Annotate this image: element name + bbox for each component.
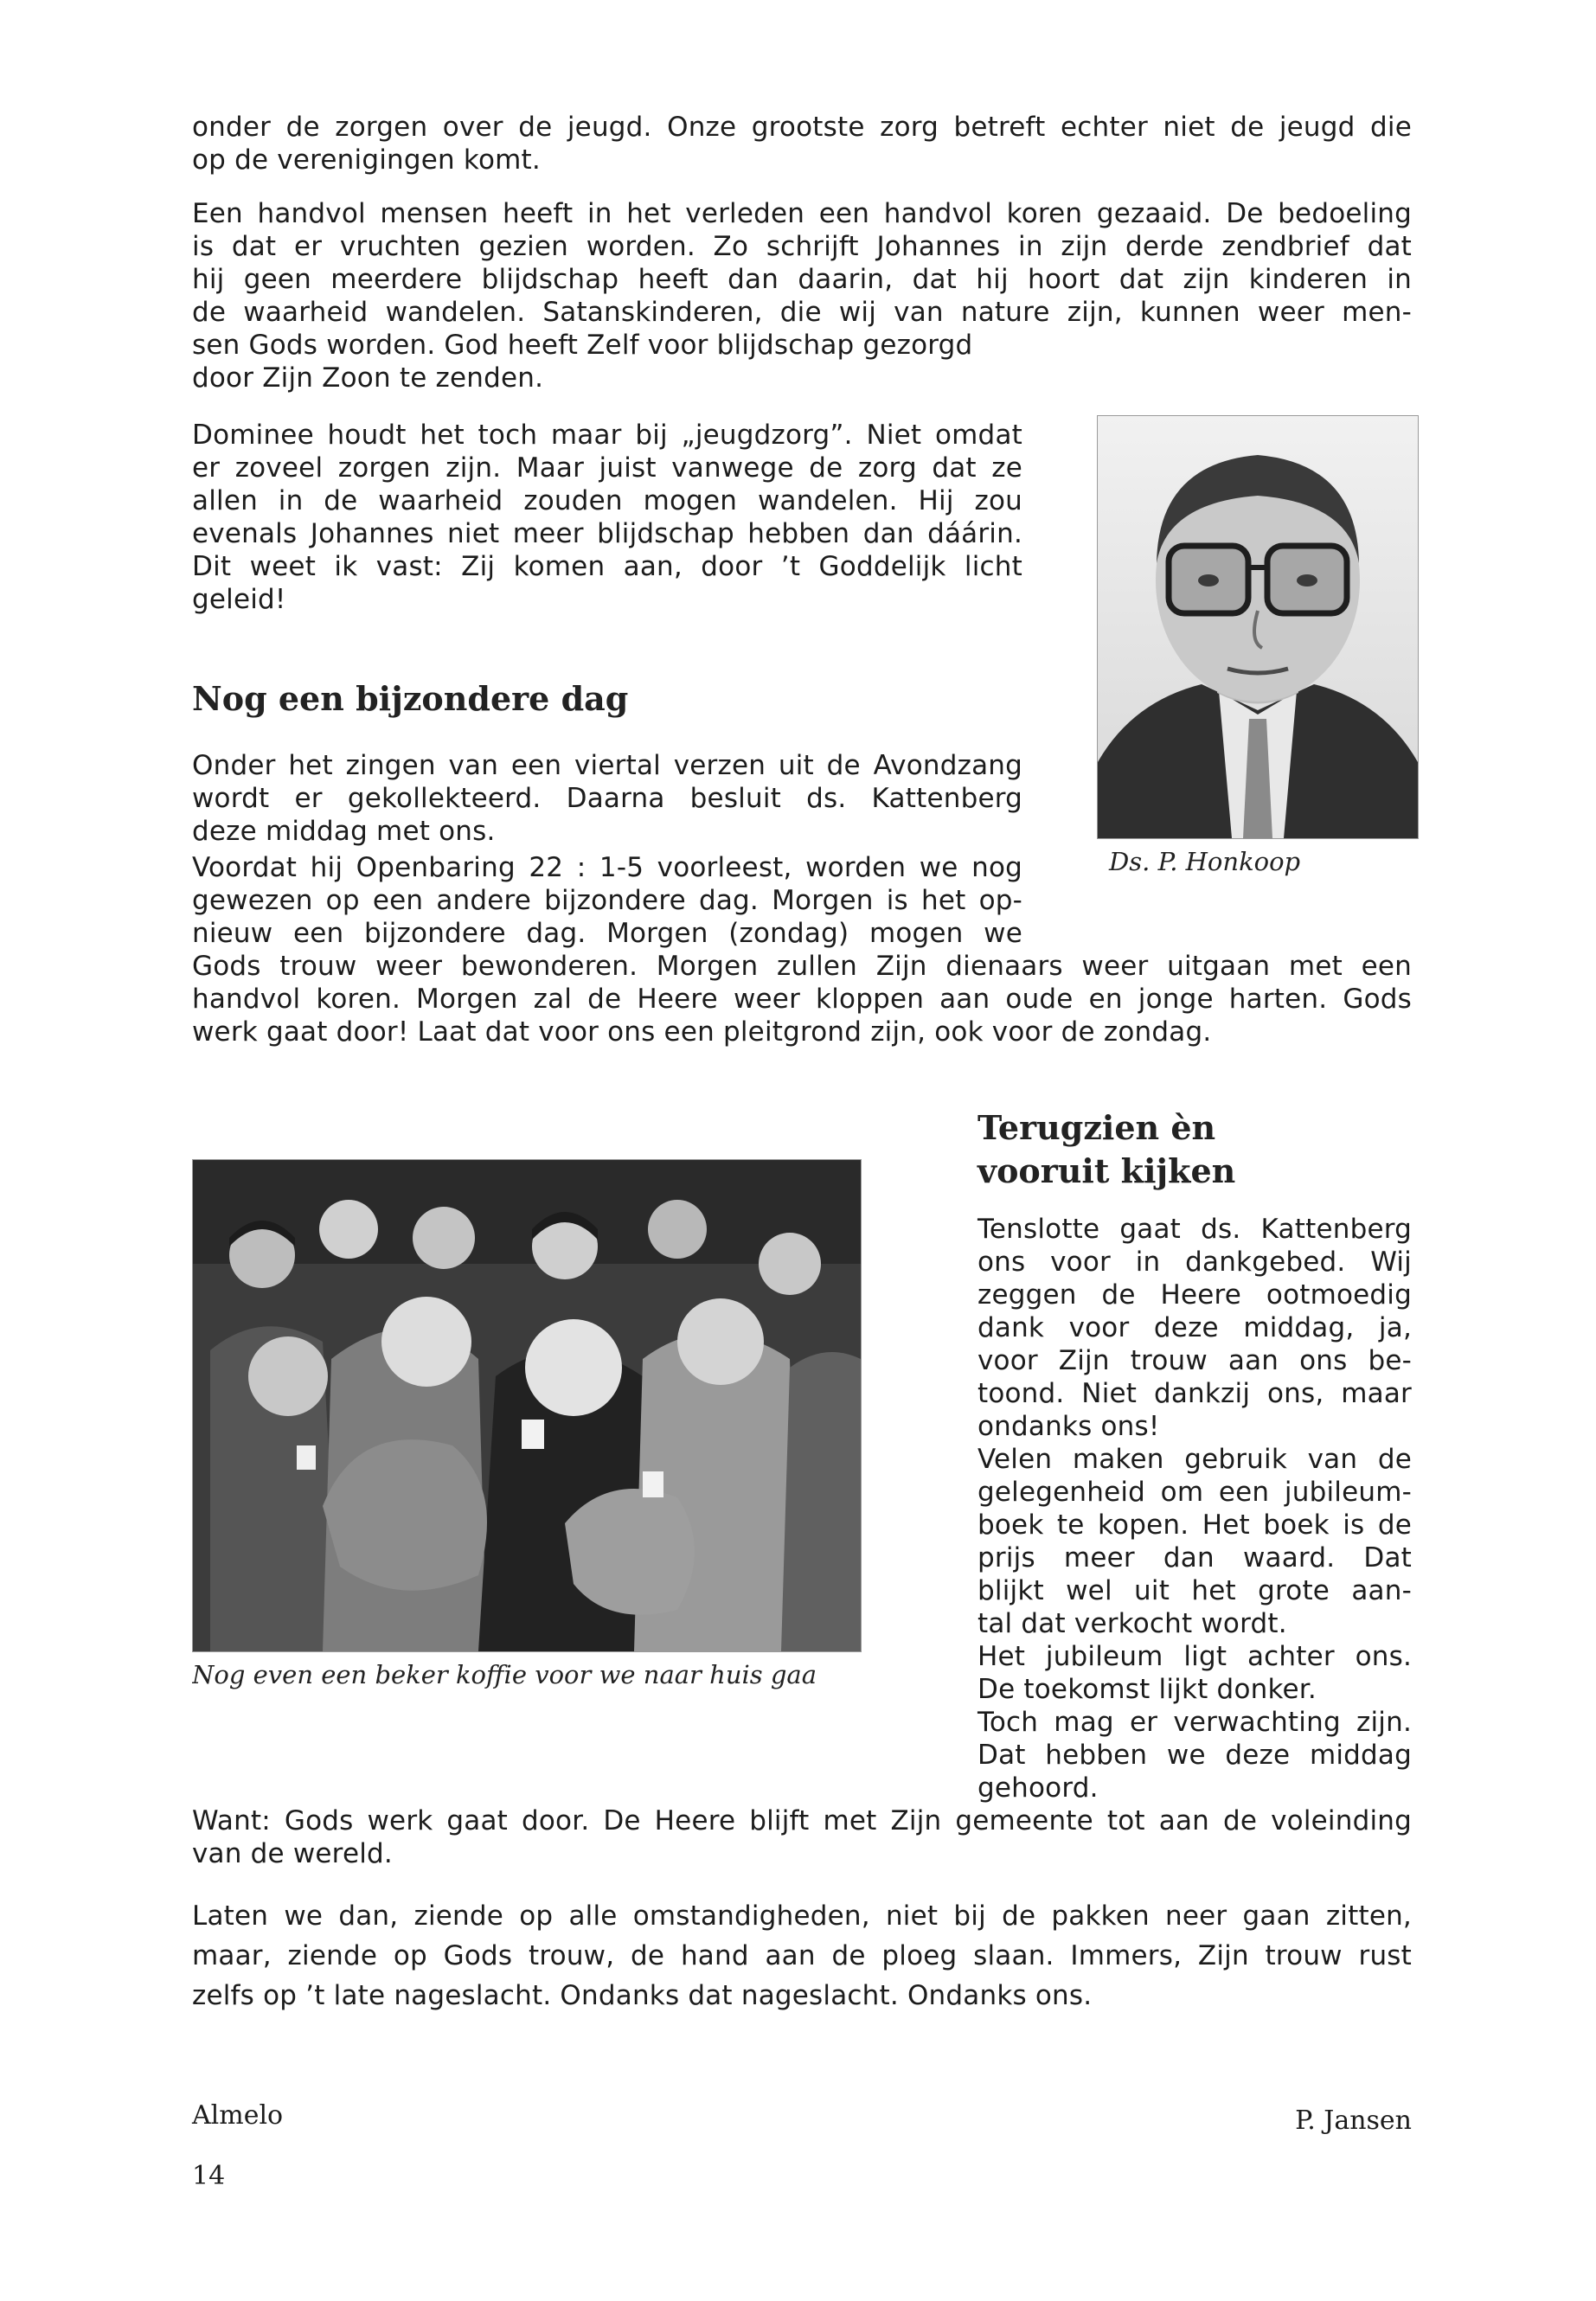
text-line: Voordat hij Openbaring 22 : 1-5 voorleest, worden we nog [192, 852, 1022, 883]
footer-place: Almelo [192, 2100, 284, 2131]
text-line: de waarheid wandelen. Satanskinderen, die wij van nature zijn, kunnen weer men- [192, 297, 1412, 328]
group-photo-caption: Nog even een beker koffie voor we naar huis gaa [192, 1660, 817, 1689]
paragraph-gods-work [192, 1804, 1412, 1870]
text-line: tal dat verkocht wordt. [977, 1608, 1287, 1639]
heading-special-day: Nog een bijzondere dag [192, 679, 629, 718]
text-line: Laten we dan, ziende op alle omstandigheden, niet bij de pakken neer gaan zitten, [192, 1900, 1412, 1932]
text-line: toond. Niet dankzij ons, maar [977, 1378, 1412, 1409]
text-line: geleid! [192, 584, 286, 615]
text-line: Toch mag er verwachting zijn. [977, 1707, 1412, 1738]
text-line: blijkt wel uit het grote aan- [977, 1575, 1412, 1606]
text-line: van de wereld. [192, 1838, 393, 1869]
text-line: Want: Gods werk gaat door. De Heere blijft met Zijn gemeente tot aan de voleinding [192, 1805, 1412, 1836]
footer-author: P. Jansen [1295, 2106, 1412, 2136]
text-line: allen in de waarheid zouden mogen wandelen. Hij zou [192, 485, 1022, 516]
text-line: Tenslotte gaat ds. Kattenberg [977, 1214, 1412, 1245]
text-line: boek te kopen. Het boek is de [977, 1509, 1412, 1541]
text-line: prijs meer dan waard. Dat [977, 1542, 1412, 1574]
text-line: Dit weet ik vast: Zij komen aan, door ’t Goddelijk licht [192, 551, 1022, 582]
text-line: zelfs op ’t late nageslacht. Ondanks dat nageslacht. Ondanks ons. [192, 1980, 1093, 2011]
text-line: door Zijn Zoon te zenden. [192, 362, 544, 394]
text-line: Onder het zingen van een viertal verzen uit de Avondzang [192, 750, 1022, 781]
paragraph-expectation [977, 1640, 1412, 1804]
text-line: gewezen op een andere bijzondere dag. Morgen is het op- [192, 885, 1022, 916]
paragraph-youth-care [192, 419, 1022, 616]
text-line: handvol koren. Morgen zal de Heere weer kloppen aan oude en jonge harten. Gods [192, 984, 1412, 1015]
text-line: hij geen meerdere blijdschap heeft dan daarin, dat hij hoort dat zijn kinderen in [192, 264, 1412, 295]
portrait-photo [1097, 415, 1419, 839]
text-line: ondanks ons! [977, 1411, 1160, 1442]
page-number: 14 [192, 2161, 226, 2191]
text-line: onder de zorgen over de jeugd. Onze grootste zorg betreft echter niet de jeugd die [192, 112, 1412, 143]
paragraph-handful [192, 197, 1412, 394]
group-photo-illustration [193, 1160, 861, 1651]
text-line: zeggen de Heere ootmoedig [977, 1279, 1412, 1311]
text-line: Gods trouw weer bewonderen. Morgen zullen Zijn dienaars weer uitgaan met een [192, 951, 1412, 982]
text-line: gehoord. [977, 1772, 1099, 1804]
paragraph-closing [192, 1896, 1412, 2016]
text-line: op de verenigingen komt. [192, 144, 541, 176]
paragraph-revelation [192, 851, 1022, 950]
text-line: De toekomst lijkt donker. [977, 1674, 1317, 1705]
text-line: gelegenheid om een jubileum- [977, 1477, 1412, 1508]
text-line: deze middag met ons. [192, 816, 496, 847]
text-line: nieuw een bijzondere dag. Morgen (zondag) mogen we [192, 918, 1022, 949]
text-line: Dominee houdt het toch maar bij „jeugdzorg”. Niet omdat [192, 420, 1022, 451]
paragraph-collection [192, 749, 1022, 848]
paragraph-thanksgiving [977, 1213, 1412, 1443]
text-line: werk gaat door! Laat dat voor ons een pleitgrond zijn, ook voor de zondag. [192, 1016, 1212, 1048]
text-line: dank voor deze middag, ja, [977, 1312, 1412, 1343]
portrait-illustration [1098, 416, 1418, 838]
text-line: ons voor in dankgebed. Wij [977, 1247, 1412, 1278]
text-line: er zoveel zorgen zijn. Maar juist vanwege de zorg dat ze [192, 452, 1022, 484]
text-line: Het jubileum ligt achter ons. [977, 1641, 1412, 1672]
paragraph-revelation-continued [192, 950, 1412, 1048]
portrait-caption: Ds. P. Honkoop [1109, 847, 1301, 876]
heading-look-back-line2: vooruit kijken [977, 1151, 1236, 1190]
text-line: Velen maken gebruik van de [977, 1444, 1412, 1475]
text-line: evenals Johannes niet meer blijdschap hebben dan dáárin. [192, 518, 1022, 549]
paragraph-intro [192, 111, 1412, 176]
paragraph-jubilee-book [977, 1443, 1412, 1640]
text-line: is dat er vruchten gezien worden. Zo schrijft Johannes in zijn derde zendbrief dat [192, 231, 1412, 262]
text-line: sen Gods worden. God heeft Zelf voor blijdschap gezorgd [192, 330, 973, 361]
text-line: voor Zijn trouw aan ons be- [977, 1345, 1412, 1376]
heading-look-back-line1: Terugzien èn [977, 1108, 1216, 1147]
text-line: Een handvol mensen heeft in het verleden een handvol koren gezaaid. De bedoeling [192, 198, 1412, 229]
text-line: maar, ziende op Gods trouw, de hand aan de ploeg slaan. Immers, Zijn trouw rust [192, 1940, 1412, 1971]
group-photo [192, 1159, 862, 1652]
text-line: Dat hebben we deze middag [977, 1740, 1412, 1771]
text-line: wordt er gekollekteerd. Daarna besluit ds. Kattenberg [192, 783, 1022, 814]
